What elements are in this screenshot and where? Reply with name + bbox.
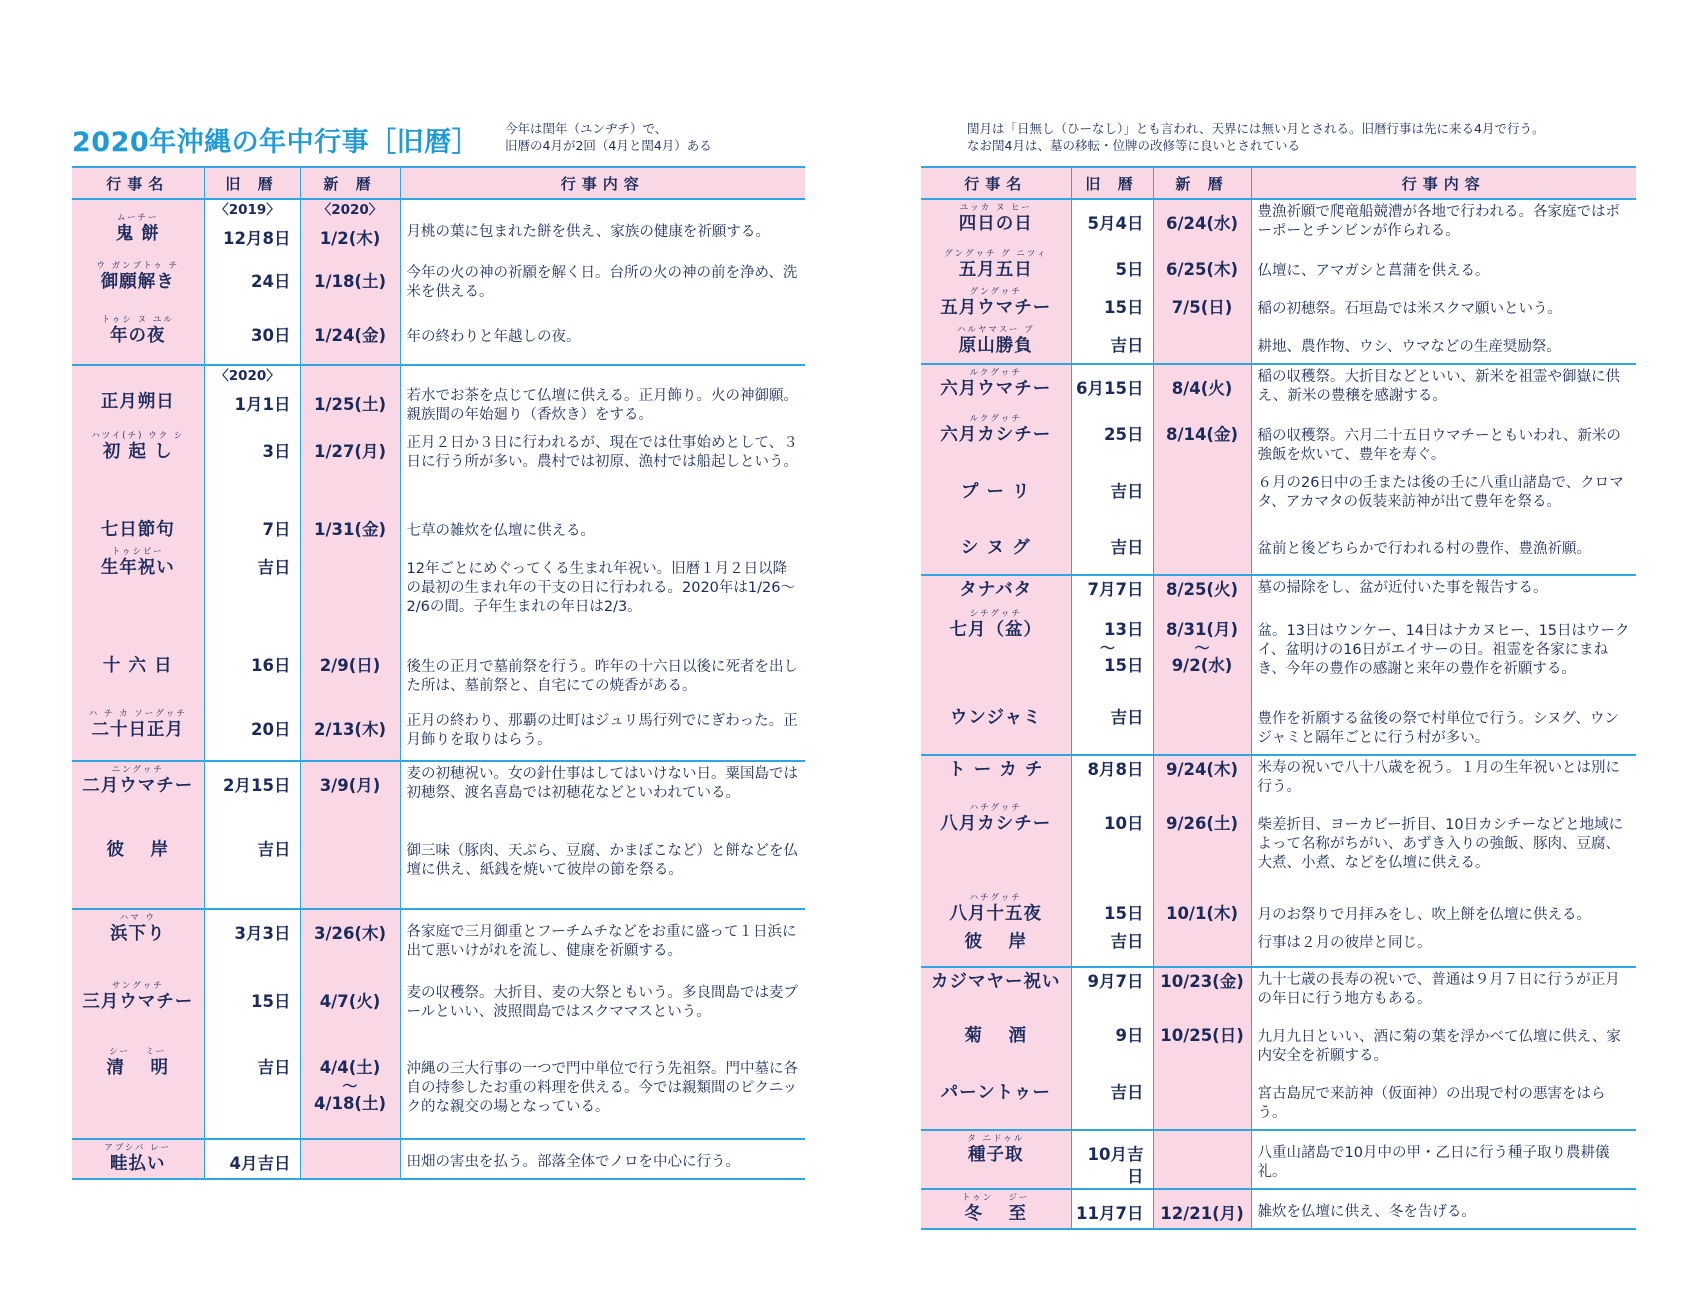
table-row (72, 365, 805, 431)
old-date: 15日 (1071, 287, 1153, 325)
event-name: 正月朔日 (72, 365, 204, 431)
new-date: 10/25(日) (1153, 1015, 1251, 1072)
event-description: 稲の収穫祭。大折目などといい、新米を祖霊や御嶽に供え、新米の豊穣を感謝する。 (1251, 364, 1636, 414)
event-description: 七草の雑炊を仏壇に供える。 (400, 509, 805, 547)
event-description: 行事は２月の彼岸と同じ。 (1251, 931, 1636, 967)
event-description: 田畑の害虫を払う。部落全体でノロを中心に行う。 (400, 1139, 805, 1179)
table-row (921, 967, 1636, 1015)
table-row (921, 609, 1636, 697)
table-row (921, 931, 1636, 967)
table-row (72, 981, 805, 1047)
new-date: 1/27(月) (300, 431, 400, 509)
new-date: 6/25(木) (1153, 249, 1251, 287)
old-date: 11月7日 (1071, 1189, 1153, 1229)
old-date: 〈2019〉 12月8日 (204, 199, 300, 261)
event-description: 年の終わりと年越しの夜。 (400, 315, 805, 365)
note-line: なお閏4月は、墓の移転・位牌の改修等に良いとされている (967, 138, 1300, 153)
new-date (300, 1139, 400, 1179)
old-date: 3月3日 (204, 909, 300, 981)
new-date (1153, 697, 1251, 755)
old-date: 16日 (204, 645, 300, 709)
event-description: 九月九日といい、酒に菊の葉を浮かべて仏壇に供え、家内安全を祈願する。 (1251, 1015, 1636, 1072)
calendar-table-right (921, 166, 1636, 1230)
new-date (1153, 1130, 1251, 1189)
old-date: 吉日 (1071, 697, 1153, 755)
old-date: 9月7日 (1071, 967, 1153, 1015)
event-description: 後生の正月で墓前祭を行う。昨年の十六日以後に死者を出した所は、墓前祭と、自宅にての焼香がある。 (400, 645, 805, 709)
table-row (921, 893, 1636, 931)
table-row (921, 414, 1636, 471)
table-row (72, 199, 805, 261)
event-description: 12年ごとにめぐってくる生まれ年祝い。旧暦１月２日以降の最初の生まれ年の干支の日に行われる。2020年は1/26～2/6の間。子年生まれの年日は2/3。 (400, 547, 805, 645)
note-line: 閏月は「日無し（ひーなし）」とも言われ、天界には無い月とされる。旧暦行事は先に来る4月で行う。 (967, 121, 1545, 136)
table-row (72, 709, 805, 761)
new-date: 1/18(土) (300, 261, 400, 315)
event-description: 八重山諸島で10月中の甲・乙日に行う種子取り農耕儀礼。 (1251, 1130, 1636, 1189)
old-date: 5日 (1071, 249, 1153, 287)
new-date: 8/4(火) (1153, 364, 1251, 414)
header-event-name: 行事名 (921, 167, 1071, 199)
new-date: 4/4(土) ～ 4/18(土) (300, 1047, 400, 1139)
note-line: 旧暦の4月が2回（4月と閏4月）ある (505, 138, 712, 153)
table-row (72, 261, 805, 315)
old-date: 6月15日 (1071, 364, 1153, 414)
table-row (72, 1047, 805, 1139)
table-row (72, 839, 805, 909)
event-description: 豊作を祈願する盆後の祭で村単位で行う。シヌグ、ウンジャミと隔年ごとに行う村が多い。 (1251, 697, 1636, 755)
event-name: ハチグヮチ 八月カシチー (921, 803, 1071, 893)
event-description: 豊漁祈願で爬竜船競漕が各地で行われる。各家庭ではポーポーとチンビンが作られる。 (1251, 199, 1636, 249)
range-tilde: ～ (1194, 639, 1210, 657)
table-row (921, 697, 1636, 755)
event-name: ルクグヮチ 六月カシチー (921, 414, 1071, 471)
new-date: 8/14(金) (1153, 414, 1251, 471)
table-row (921, 287, 1636, 325)
event-description: 宮古島尻で来訪神（仮面神）の出現で村の悪害をはらう。 (1251, 1072, 1636, 1130)
old-date: 3日 (204, 431, 300, 509)
table-row (921, 249, 1636, 287)
event-name: ハルヤマスー ブ 原山勝負 (921, 325, 1071, 364)
event-name: 彼 岸 (72, 839, 204, 909)
old-date: 7日 (204, 509, 300, 547)
event-name: 彼 岸 (921, 931, 1071, 967)
old-date: 吉日 (1071, 931, 1153, 967)
new-date: 6/24(水) (1153, 199, 1251, 249)
event-description: 墓の掃除をし、盆が近付いた事を報告する。 (1251, 575, 1636, 609)
table-row (921, 471, 1636, 537)
event-name: ハ チ カ ソーグヮチ 二十日正月 (72, 709, 204, 761)
event-description: 今年の火の神の祈願を解く日。台所の火の神の前を浄め、洗米を供える。 (400, 261, 805, 315)
old-date: 4月吉日 (204, 1139, 300, 1179)
event-description: 御三味（豚肉、天ぷら、豆腐、かまぼこなど）と餅などを仏壇に供え、紙銭を焼いて彼岸の節を祭る。 (400, 839, 805, 909)
event-name: トゥン ジー 冬 至 (921, 1189, 1071, 1229)
new-date: 3/9(月) (300, 761, 400, 839)
table-row (72, 645, 805, 709)
new-date (1153, 325, 1251, 364)
old-date: 吉日 (1071, 1072, 1153, 1130)
new-date (300, 839, 400, 909)
table-header (921, 167, 1636, 199)
event-name: グングヮチ 五月ウマチー (921, 287, 1071, 325)
table-header (72, 167, 805, 199)
new-date (300, 547, 400, 645)
new-date: 12/21(月) (1153, 1189, 1251, 1229)
old-date: 5月4日 (1071, 199, 1153, 249)
event-name: プ ー リ (921, 471, 1071, 537)
table-row (921, 1015, 1636, 1072)
event-description: 月桃の葉に包まれた餅を供え、家族の健康を祈願する。 (400, 199, 805, 261)
event-description: 若水でお茶を点じて仏壇に供える。正月飾り。火の神御願。親族間の年始廻り（香炊き）をする。 (400, 365, 805, 431)
event-name: カジマヤー祝い (921, 967, 1071, 1015)
note-line: 今年は閏年（ユンヂチ）で、 (505, 121, 668, 136)
header-old-calendar: 旧 暦 (1071, 167, 1153, 199)
event-name: ハツイ(チ) ウク シ 初 起 し (72, 431, 204, 509)
new-date: 1/25(土) (300, 365, 400, 431)
table-row (72, 315, 805, 365)
old-date: 9日 (1071, 1015, 1153, 1072)
event-description: 米寿の祝いで八十八歳を祝う。１月の生年祝いとは別に行う。 (1251, 755, 1636, 803)
header-new-calendar: 新 暦 (300, 167, 400, 199)
event-name: シー ミー 清 明 (72, 1047, 204, 1139)
event-name: パーントゥー (921, 1072, 1071, 1130)
new-date: 1/31(金) (300, 509, 400, 547)
old-date: 吉日 (1071, 537, 1153, 575)
range-tilde: ～ (342, 1077, 358, 1095)
event-name: ルクグヮチ 六月ウマチー (921, 364, 1071, 414)
old-date: 7月7日 (1071, 575, 1153, 609)
table-row (921, 1130, 1636, 1189)
table-row (921, 1189, 1636, 1229)
event-description: 正月の終わり、那覇の辻町はジュリ馬行列でにぎわった。正月飾りを取りはらう。 (400, 709, 805, 761)
event-name: タナバタ (921, 575, 1071, 609)
table-row (72, 547, 805, 645)
event-name: グングヮチ グ ニツィ 五月五日 (921, 249, 1071, 287)
header-old-calendar: 旧 暦 (204, 167, 300, 199)
event-name: 七日節句 (72, 509, 204, 547)
event-description: 麦の収穫祭。大折目、麦の大祭ともいう。多良間島では麦プールといい、波照間島ではスクママスという。 (400, 981, 805, 1047)
event-description: 盆前と後どちらかで行われる村の豊作、豊漁祈願。 (1251, 537, 1636, 575)
new-date: 9/26(土) (1153, 803, 1251, 893)
old-date: 吉日 (204, 547, 300, 645)
event-description: 盆。13日はウンケー、14日はナカヌヒー、15日はウークイ、盆明けの16日がエイサーの日。祖霊を各家にまねき、今年の豊作の感謝と来年の豊作を祈願する。 (1251, 609, 1636, 697)
event-description: ６月の26日中の壬または後の壬に八重山諸島で、クロマタ、アカマタの仮装来訪神が出て豊年を祭る。 (1251, 471, 1636, 537)
old-date: 2月15日 (204, 761, 300, 839)
new-date: 4/7(火) (300, 981, 400, 1047)
event-name: ムーチー 鬼 餅 (72, 199, 204, 261)
event-description: 雑炊を仏壇に供え、冬を告げる。 (1251, 1189, 1636, 1229)
old-date: 10月吉日 (1071, 1130, 1153, 1189)
old-date: 吉日 (204, 839, 300, 909)
table-row (72, 509, 805, 547)
table-row (921, 364, 1636, 414)
event-name: トゥシビー 生年祝い (72, 547, 204, 645)
event-name: タ ニドゥル 種子取 (921, 1130, 1071, 1189)
header-description: 行事内容 (400, 167, 805, 199)
event-description: 沖縄の三大行事の一つで門中単位で行う先祖祭。門中墓に各自の持参したお重の料理を供える。今では親類間のピクニック的な親交の場となっている。 (400, 1047, 805, 1139)
new-date (1153, 1072, 1251, 1130)
table-row (921, 803, 1636, 893)
event-description: 耕地、農作物、ウシ、ウマなどの生産奨励祭。 (1251, 325, 1636, 364)
header-new-calendar: 新 暦 (1153, 167, 1251, 199)
old-date: 吉日 (1071, 325, 1153, 364)
old-date: 15日 (1071, 893, 1153, 931)
event-description: 柴差折目、ヨーカビー折目、10日カシチーなどと地域によって名称がちがい、あずき入りの強飯、豚肉、豆腐、大煮、小煮、などを仏壇に供える。 (1251, 803, 1636, 893)
table-row (72, 431, 805, 509)
old-date: 〈2020〉 1月1日 (204, 365, 300, 431)
event-description: 月のお祭りで月拝みをし、吹上餅を仏壇に供える。 (1251, 893, 1636, 931)
range-tilde: ～ (1099, 639, 1115, 657)
new-date: 2/9(日) (300, 645, 400, 709)
table-row (72, 1139, 805, 1179)
new-date (1153, 931, 1251, 967)
new-date: 10/23(金) (1153, 967, 1251, 1015)
table-row (72, 761, 805, 839)
old-date: 13日 ～ 15日 (1071, 609, 1153, 697)
new-date: 〈2020〉 1/2(木) (300, 199, 400, 261)
new-date: 1/24(金) (300, 315, 400, 365)
event-description: 稲の初穂祭。石垣島では米スクマ願いという。 (1251, 287, 1636, 325)
header-description: 行事内容 (1251, 167, 1636, 199)
new-date: 8/25(火) (1153, 575, 1251, 609)
leap-month-note (505, 120, 712, 154)
event-description: 九十七歳の長寿の祝いで、普通は９月７日に行うが正月の年日に行う地方もある。 (1251, 967, 1636, 1015)
new-date: 9/24(木) (1153, 755, 1251, 803)
event-name: ハチグヮチ 八月十五夜 (921, 893, 1071, 931)
table-row (921, 325, 1636, 364)
event-name: ウ ガンブトゥ チ 御願解き (72, 261, 204, 315)
event-name: シ ヌ グ (921, 537, 1071, 575)
event-description: 仏壇に、アマガシと菖蒲を供える。 (1251, 249, 1636, 287)
calendar-table-left (72, 166, 805, 1180)
event-name: ニングヮチ 二月ウマチー (72, 761, 204, 839)
event-name: 十 六 日 (72, 645, 204, 709)
event-name: トゥシ ヌ ユル 年の夜 (72, 315, 204, 365)
new-date: 8/31(月) ～ 9/2(水) (1153, 609, 1251, 697)
table-row (921, 537, 1636, 575)
page-title: 2020年沖縄の年中行事［旧暦］ (72, 127, 480, 158)
old-date: 15日 (204, 981, 300, 1047)
event-name: アブシバ レー 畦払い (72, 1139, 204, 1179)
new-date: 2/13(木) (300, 709, 400, 761)
event-name: ユッカ ヌ ヒー 四日の日 (921, 199, 1071, 249)
new-date: 7/5(日) (1153, 287, 1251, 325)
old-date: 25日 (1071, 414, 1153, 471)
old-date: 吉日 (204, 1047, 300, 1139)
event-name: ト ー カ チ (921, 755, 1071, 803)
table-row (921, 1072, 1636, 1130)
event-name: 菊 酒 (921, 1015, 1071, 1072)
old-date: 24日 (204, 261, 300, 315)
new-date: 3/26(木) (300, 909, 400, 981)
new-date (1153, 537, 1251, 575)
event-name: シチグヮチ 七月（盆） (921, 609, 1071, 697)
table-row (921, 755, 1636, 803)
old-date: 30日 (204, 315, 300, 365)
leap-month-explanation (967, 120, 1544, 154)
table-row (921, 199, 1636, 249)
new-date: 10/1(木) (1153, 893, 1251, 931)
new-date (1153, 471, 1251, 537)
old-date: 吉日 (1071, 471, 1153, 537)
event-description: 麦の初穂祝い。女の針仕事はしてはいけない日。粟国島では初穂祭、渡名喜島では初穂花などといわれている。 (400, 761, 805, 839)
table-row (921, 575, 1636, 609)
old-date: 10日 (1071, 803, 1153, 893)
event-description: 正月２日か３日に行われるが、現在では仕事始めとして、３日に行う所が多い。農村では初原、漁村では船起しという。 (400, 431, 805, 509)
old-date: 20日 (204, 709, 300, 761)
table-row (72, 909, 805, 981)
event-name: サングヮチ 三月ウマチー (72, 981, 204, 1047)
event-description: 稲の収穫祭。六月二十五日ウマチーともいわれ、新米の強飯を炊いて、豊年を寿ぐ。 (1251, 414, 1636, 471)
header-event-name: 行事名 (72, 167, 204, 199)
event-description: 各家庭で三月御重とフーチムチなどをお重に盛って１日浜に出て悪いけがれを流し、健康を祈願する。 (400, 909, 805, 981)
event-name: ハマ ウ 浜下り (72, 909, 204, 981)
old-date: 8月8日 (1071, 755, 1153, 803)
event-name: ウンジャミ (921, 697, 1071, 755)
